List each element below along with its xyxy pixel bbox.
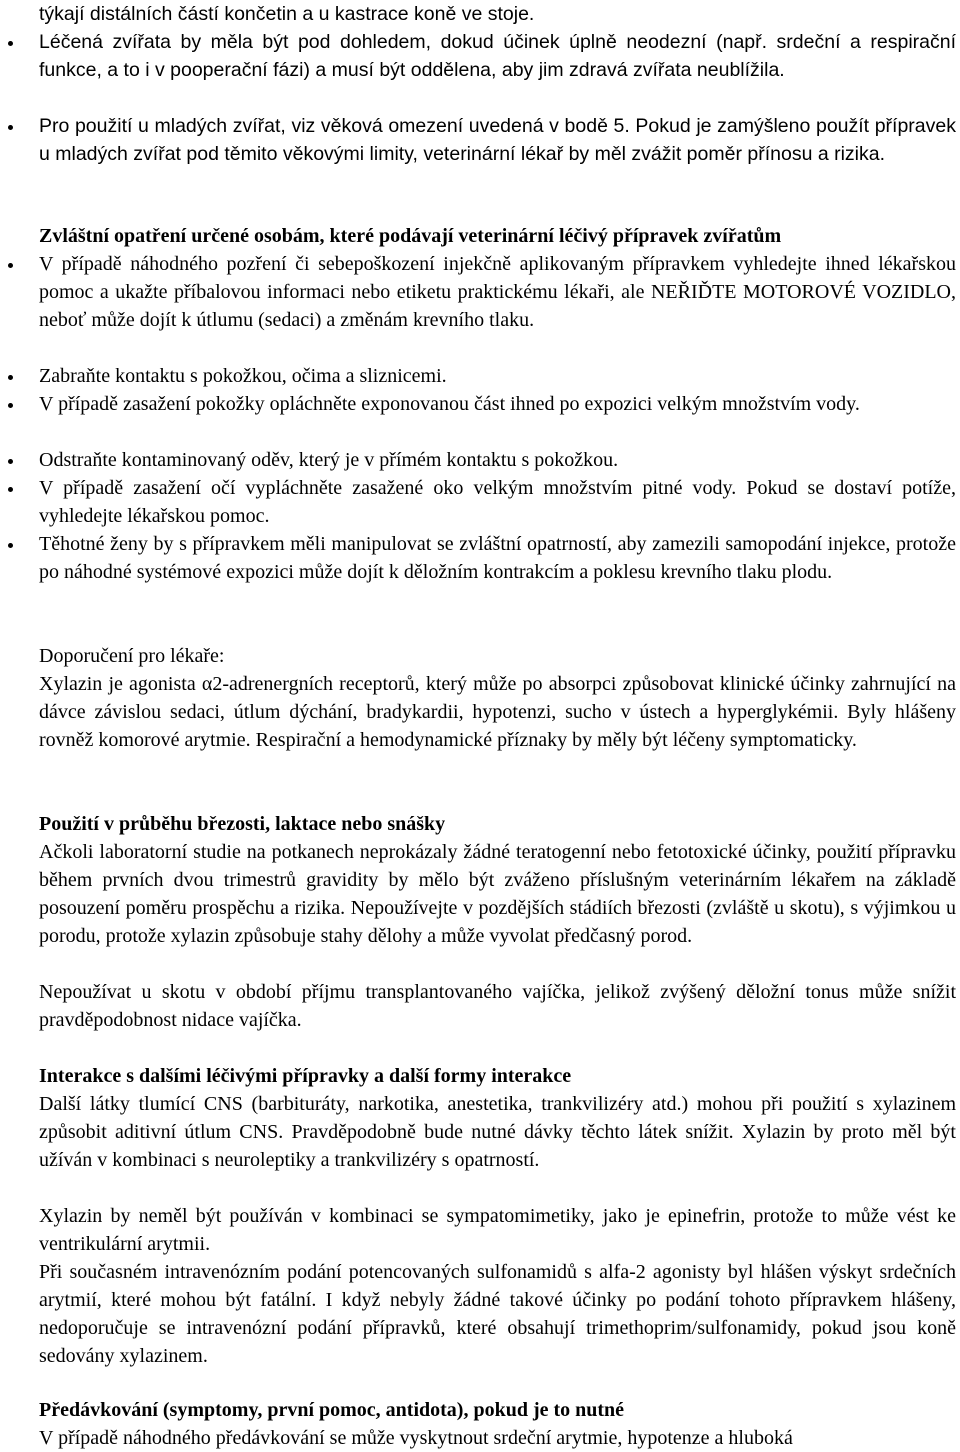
section-heading-pregnancy: Použití v průběhu březosti, laktace nebo snášky [39,813,446,835]
bullet-icon [8,375,13,380]
bullet-icon [8,403,13,408]
bullet-icon [8,41,13,46]
doctor-advice-heading: Doporučení pro lékaře: [39,645,225,667]
bullet-avoid-contact: Zabraňte kontaktu s pokožkou, očima a sliznicemi. [39,365,447,387]
interactions-paragraph: Xylazin by neměl být používán v kombinaci se sympatomimetiky, jako je epinefrin, protože to může vést ke ventrikulární arytmii. [39,1205,956,1255]
bullet-icon [8,543,13,548]
bullet-young-animals: Pro použití u mladých zvířat, viz věková omezení uvedená v bodě 5. Pokud je zamýšleno použít přípravek u mladých zvířat pod těmito věkovými limity, veterinární lékař by měl zvážit poměr přínosu a rizika. [39,115,956,165]
bullet-icon [8,459,13,464]
bullet-supervision: Léčená zvířata by měla být pod dohledem, dokud účinek úplně neodezní (např. srdeční a respirační funkce, a to i v pooperační fázi) a musí být oddělena, aby jim zdravá zvířata neublížila. [39,31,956,81]
continuation-line: týkají distálních částí končetin a u kastrace koně ve stoje. [39,3,535,25]
bullet-icon [8,263,13,268]
bullet-icon [8,125,13,130]
section-heading-overdose: Předávkování (symptomy, první pomoc, antidota), pokud je to nutné [39,1399,625,1421]
interactions-paragraph: Další látky tlumící CNS (barbituráty, narkotika, anestetika, trankvilizéry atd.) mohou při použití s xylazinem způsobit aditivní útlum CNS. Pravděpodobně bude nutné dávky těchto látek snížit. Xylazin by proto měl být užíván v kombinaci s neuroleptiky a trankvilizéry s opatrností. [39,1093,956,1171]
bullet-accidental-ingestion: V případě náhodného pozření či sebepoškození injekčně aplikovaným přípravkem vyhledejte ihned lékařskou pomoc a ukažte příbalovou informaci nebo etiketu praktickému lékaři, ale NEŘIĎTE MOTOROVÉ VOZIDLO, neboť může dojít k útlumu (sedaci) a změnám krevního tlaku. [39,253,956,331]
bullet-pregnant-women: Těhotné ženy by s přípravkem měli manipulovat se zvláštní opatrností, aby zamezili samopodání injekce, protože po náhodné systémové expozici může dojít k děložním kontrakcím a poklesu krevního tlaku plodu. [39,533,956,583]
interactions-paragraph: Při současném intravenózním podání potencovaných sulfonamidů s alfa-2 agonisty byl hlášen výskyt srdečních arytmií, které mohou být fatální. I když nebyly žádné takové účinky po podání tohoto přípravkem hlášeny, nedoporučuje se intravenózní podání přípravků, které obsahují trimethoprim/sulfonamidy, pokud jsou koně sedovány xylazinem. [39,1261,956,1367]
pregnancy-paragraph: Ačkoli laboratorní studie na potkanech neprokázaly žádné teratogenní nebo fetotoxické účinky, použití přípravku během prvních dvou trimestrů gravidity by mělo být zváženo příslušným veterinárním lékařem na základě posouzení poměru prospěchu a rizika. Nepoužívejte v pozdějších stádiích březosti (zvláště u skotu), s výjimkou u porodu, protože xylazin způsobuje stahy dělohy a může vyvolat předčasný porod. [39,841,956,947]
pregnancy-paragraph: Nepoužívat u skotu v období příjmu transplantovaného vajíčka, jelikož zvýšený děložní tonus může snížit pravděpodobnost nidace vajíčka. [39,981,956,1031]
bullet-remove-clothing: Odstraňte kontaminovaný oděv, který je v přímém kontaktu s pokožkou. [39,449,619,471]
section-heading-interactions: Interakce s dalšími léčivými přípravky a další formy interakce [39,1065,572,1087]
bullet-eye-contact: V případě zasažení očí vypláchněte zasažené oko velkým množstvím pitné vody. Pokud se dostaví potíže, vyhledejte lékařskou pomoc. [39,477,956,527]
bullet-skin-contact: V případě zasažení pokožky opláchněte exponovanou část ihned po expozici velkým množstvím vody. [39,393,860,415]
overdose-text: V případě náhodného předávkování se může vyskytnout srdeční arytmie, hypotenze a hluboká [39,1427,793,1449]
section-heading-special-precautions: Zvláštní opatření určené osobám, které podávají veterinární léčivý přípravek zvířatům [39,225,782,247]
doctor-advice-text: Xylazin je agonista α2-adrenergních receptorů, který může po absorpci způsobovat klinické účinky zahrnující na dávce závislou sedaci, útlum dýchání, bradykardii, hypotenzi, sucho v ústech a hyperglykémii. Byly hlášeny rovněž komorové arytmie. Respirační a hemodynamické příznaky by měly být léčeny symptomaticky. [39,673,956,751]
bullet-icon [8,487,13,492]
